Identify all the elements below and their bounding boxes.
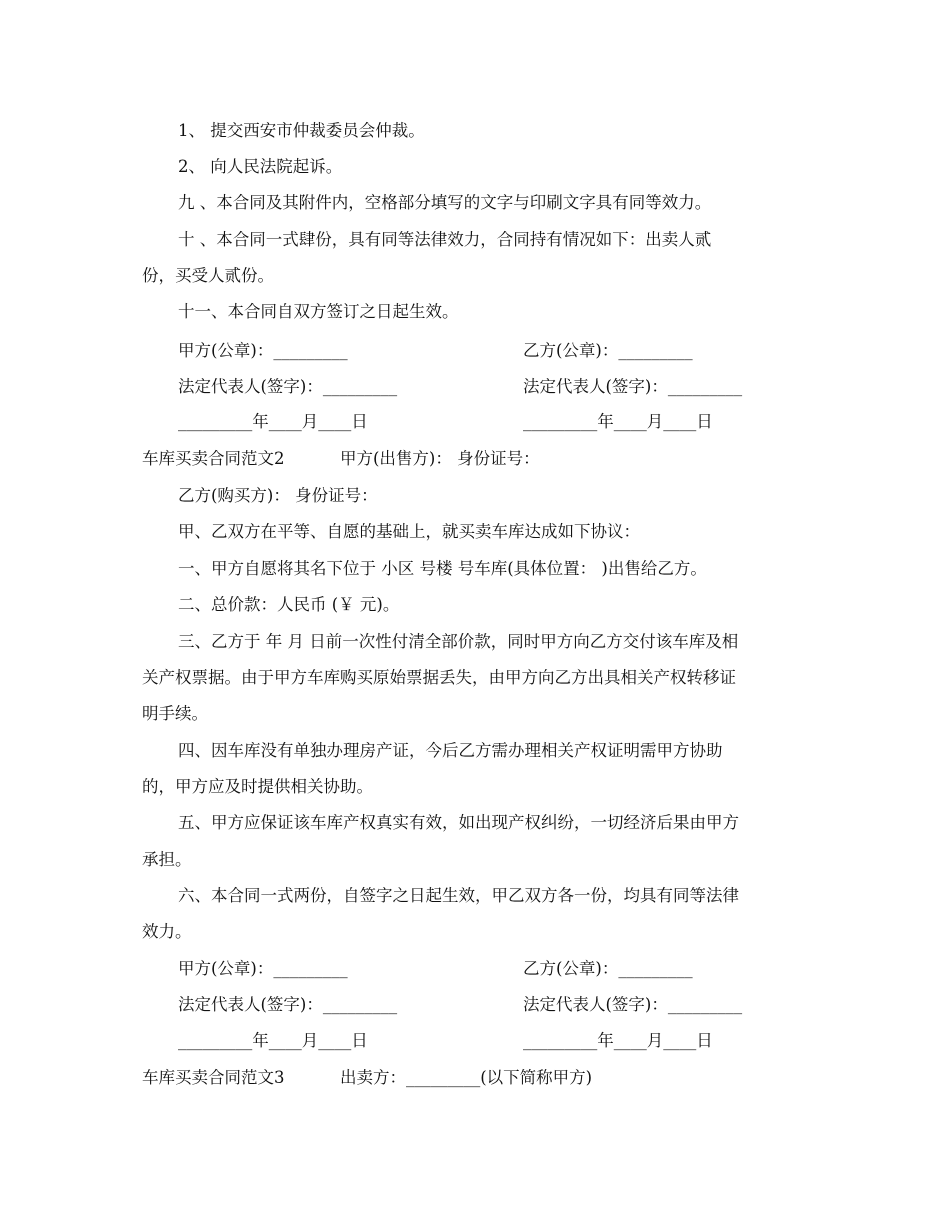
party-a-seal: 甲方(公章)：_________ (178, 341, 348, 360)
seller-id-line: 甲方(出售方)： 身份证号： (340, 449, 540, 468)
party-b-representative: 法定代表人(签字)：_________ (523, 377, 743, 396)
article-three-line1: 三、乙方于 年 月 日前一次性付清全部价款，同时甲方向乙方交付该车库及相 (178, 632, 739, 651)
article-two: 二、总价款：人民币 (￥ 元)。 (178, 595, 400, 614)
agreement-intro: 甲、乙双方在平等、自愿的基础上，就买卖车库达成如下协议： (178, 522, 640, 541)
article-five-line2: 承担。 (142, 850, 192, 869)
article-three-line2: 关产权票据。由于甲方车库购买原始票据丢失，由甲方向乙方出具相关产权转移证 (142, 668, 736, 687)
clause-court: 2、 向人民法院起诉。 (178, 157, 343, 176)
party-a-date-2: _________年____月____日 (178, 1031, 368, 1050)
party-b-seal-2: 乙方(公章)：_________ (523, 959, 693, 978)
article-one: 一、甲方自愿将其名下位于 小区 号楼 号车库(具体位置： )出售给乙方。 (178, 559, 707, 578)
party-b-representative-2: 法定代表人(签字)：_________ (523, 995, 743, 1014)
party-b-seal: 乙方(公章)：_________ (523, 341, 693, 360)
party-a-seal-2: 甲方(公章)：_________ (178, 959, 348, 978)
section-title-2: 车库买卖合同范文2 (142, 449, 285, 468)
clause-nine: 九 、本合同及其附件内，空格部分填写的文字与印刷文字具有同等效力。 (178, 193, 712, 212)
article-six-line2: 效力。 (142, 922, 192, 941)
section-title-3: 车库买卖合同范文3 (142, 1068, 285, 1087)
party-b-date: _________年____月____日 (523, 412, 713, 431)
party-b-date-2: _________年____月____日 (523, 1031, 713, 1050)
party-a-representative-2: 法定代表人(签字)：_________ (178, 995, 398, 1014)
clause-ten-line2: 份，买受人贰份。 (142, 266, 274, 285)
buyer-id-line: 乙方(购买方)： 身份证号： (178, 486, 378, 505)
article-four-line1: 四、因车库没有单独办理房产证，今后乙方需办理相关产权证明需甲方协助 (178, 741, 723, 760)
party-a-representative: 法定代表人(签字)：_________ (178, 377, 398, 396)
article-five-line1: 五、甲方应保证该车库产权真实有效，如出现产权纠纷，一切经济后果由甲方 (178, 813, 739, 832)
article-three-line3: 明手续。 (142, 704, 208, 723)
article-six-line1: 六、本合同一式两份，自签字之日起生效，甲乙双方各一份，均具有同等法律 (178, 886, 739, 905)
article-four-line2: 的，甲方应及时提供相关协助。 (142, 777, 373, 796)
seller-line-3: 出卖方：_________(以下简称甲方) (340, 1068, 593, 1087)
clause-ten-line1: 十 、本合同一式肆份，具有同等法律效力，合同持有情况如下：出卖人贰 (178, 230, 712, 249)
clause-eleven: 十一、本合同自双方签订之日起生效。 (178, 302, 459, 321)
clause-arbitration: 1、 提交西安市仲裁委员会仲裁。 (178, 121, 425, 140)
party-a-date: _________年____月____日 (178, 412, 368, 431)
